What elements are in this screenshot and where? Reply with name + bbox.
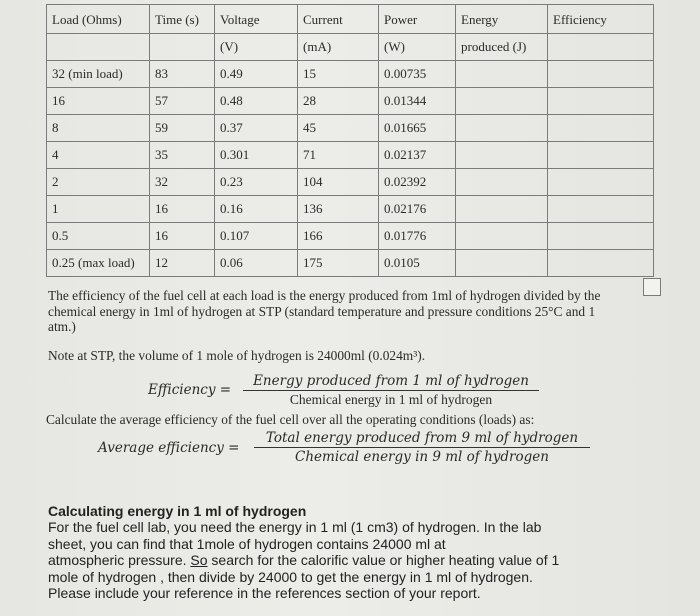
cell-load: 16 [47, 88, 150, 115]
table-row [47, 223, 654, 250]
cell-efficiency[interactable] [548, 61, 654, 88]
stp-note: Note at STP, the volume of 1 mole of hydrogen is 24000ml (0.024m³). [48, 348, 426, 363]
cell-time: 59 [150, 115, 215, 142]
instructions-line: sheet, you can find that 1mole of hydrogen contains 24000 ml at [48, 535, 446, 552]
header-power: Power [379, 5, 456, 34]
efficiency-definition: The efficiency of the fuel cell at each load is the energy produced from 1ml of hydrogen divided by the chemical energy in 1ml of hydrogen at STP (standard temperature and pressure conditions 25°C and 1 atm.) [48, 288, 601, 334]
header-energy: Energy [456, 5, 548, 34]
cell-energy[interactable] [456, 223, 548, 250]
header-current: Current [298, 5, 379, 34]
cell-time: 32 [150, 169, 215, 196]
cell-power: 0.02392 [379, 169, 456, 196]
cell-efficiency[interactable] [548, 115, 654, 142]
cell-voltage: 0.37 [215, 115, 298, 142]
fuel-cell-data-table [46, 4, 654, 277]
header-units-current: (mA) [298, 34, 379, 61]
table-row [47, 196, 654, 223]
cell-load: 4 [47, 142, 150, 169]
average-denominator: Chemical energy in 9 ml of hydrogen [254, 447, 590, 465]
cell-load: 0.5 [47, 223, 150, 250]
average-formula-lhs: Average efficiency = [98, 440, 240, 456]
cell-load: 1 [47, 196, 150, 223]
table-row [47, 115, 654, 142]
efficiency-numerator: Energy produced from 1 ml of hydrogen [253, 373, 529, 389]
header-voltage: Voltage [215, 5, 298, 34]
cell-voltage: 0.23 [215, 169, 298, 196]
cell-efficiency[interactable] [548, 169, 654, 196]
cell-time: 16 [150, 223, 215, 250]
cell-current: 71 [298, 142, 379, 169]
cell-time: 83 [150, 61, 215, 88]
table-header-row [47, 5, 654, 34]
instructions-line: Please include your reference in the references section of your report. [48, 585, 481, 602]
cell-load: 0.25 (max load) [47, 250, 150, 277]
cell-power: 0.0105 [379, 250, 456, 277]
instructions-line: atmospheric pressure. So search for the calorific value or higher heating value of 1 [48, 552, 560, 569]
cell-energy[interactable] [456, 196, 548, 223]
header-time: Time (s) [150, 5, 215, 34]
cell-current: 104 [298, 169, 379, 196]
cell-energy[interactable] [456, 142, 548, 169]
header-units-cell [150, 34, 215, 61]
efficiency-checkbox[interactable] [643, 278, 661, 296]
cell-current: 136 [298, 196, 379, 223]
cell-energy[interactable] [456, 88, 548, 115]
efficiency-denominator: Chemical energy in 1 ml of hydrogen [243, 390, 539, 408]
efficiency-formula-lhs: Efficiency = [148, 382, 232, 398]
cell-efficiency[interactable] [548, 88, 654, 115]
cell-power: 0.01665 [379, 115, 456, 142]
cell-time: 16 [150, 196, 215, 223]
instructions-heading: Calculating energy in 1 ml of hydrogen [48, 503, 307, 519]
cell-current: 15 [298, 61, 379, 88]
cell-voltage: 0.48 [215, 88, 298, 115]
cell-voltage: 0.16 [215, 196, 298, 223]
cell-efficiency[interactable] [548, 196, 654, 223]
cell-load: 2 [47, 169, 150, 196]
cell-power: 0.02176 [379, 196, 456, 223]
cell-current: 166 [298, 223, 379, 250]
table-row [47, 169, 654, 196]
cell-current: 175 [298, 250, 379, 277]
header-efficiency: Efficiency [548, 5, 654, 34]
cell-time: 57 [150, 88, 215, 115]
cell-power: 0.02137 [379, 142, 456, 169]
cell-voltage: 0.06 [215, 250, 298, 277]
cell-efficiency[interactable] [548, 250, 654, 277]
header-units-energy: produced (J) [456, 34, 548, 61]
header-load: Load (Ohms) [47, 5, 150, 34]
average-efficiency-fraction [254, 430, 590, 465]
instructions-line: mole of hydrogen , then divide by 24000 to get the energy in 1 ml of hydrogen. [48, 568, 533, 585]
cell-load: 32 (min load) [47, 61, 150, 88]
cell-energy[interactable] [456, 115, 548, 142]
cell-voltage: 0.107 [215, 223, 298, 250]
underlined-so: So [190, 552, 208, 569]
table-row [47, 88, 654, 115]
cell-current: 45 [298, 115, 379, 142]
cell-voltage: 0.49 [215, 61, 298, 88]
cell-load: 8 [47, 115, 150, 142]
table-header-units-row [47, 34, 654, 61]
average-numerator: Total energy produced from 9 ml of hydrogen [265, 430, 579, 446]
table-row [47, 142, 654, 169]
cell-voltage: 0.301 [215, 142, 298, 169]
cell-power: 0.01776 [379, 223, 456, 250]
efficiency-fraction [243, 373, 539, 408]
cell-time: 35 [150, 142, 215, 169]
cell-efficiency[interactable] [548, 223, 654, 250]
average-efficiency-instruction: Calculate the average efficiency of the fuel cell over all the operating conditions (loads) as: [46, 412, 535, 427]
table-row [47, 61, 654, 88]
cell-efficiency[interactable] [548, 142, 654, 169]
header-units-power: (W) [379, 34, 456, 61]
instructions-line: For the fuel cell lab, you need the energy in 1 ml (1 cm3) of hydrogen. In the lab [48, 519, 542, 536]
header-units-cell [548, 34, 654, 61]
cell-power: 0.01344 [379, 88, 456, 115]
header-units-cell [47, 34, 150, 61]
cell-time: 12 [150, 250, 215, 277]
cell-power: 0.00735 [379, 61, 456, 88]
table-row [47, 250, 654, 277]
cell-energy[interactable] [456, 169, 548, 196]
header-units-voltage: (V) [215, 34, 298, 61]
cell-energy[interactable] [456, 250, 548, 277]
hydrogen-energy-instructions [48, 503, 648, 601]
cell-current: 28 [298, 88, 379, 115]
cell-energy[interactable] [456, 61, 548, 88]
